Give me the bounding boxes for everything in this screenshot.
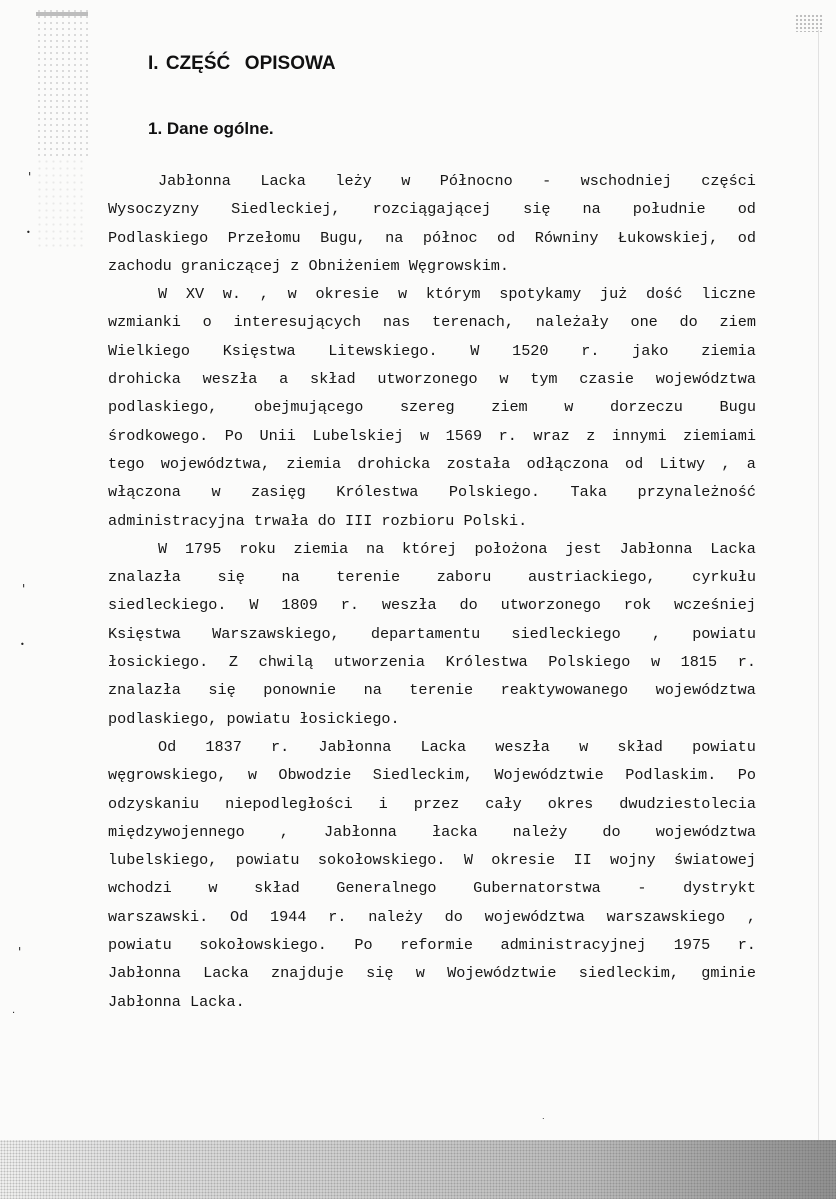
text-line (108, 308, 756, 336)
text-line (108, 167, 756, 195)
word: północ (422, 228, 478, 247)
word: gminie (701, 964, 756, 983)
text-line (108, 365, 756, 393)
word: dystrykt (683, 879, 756, 898)
word: okresie (491, 851, 556, 870)
word: Taka (570, 483, 607, 502)
word: - (637, 879, 647, 898)
word: W (463, 851, 473, 870)
scan-speck: • (26, 228, 31, 237)
word: Jabłonna (324, 822, 397, 841)
word: Jabłonna (318, 737, 392, 756)
text-line (108, 874, 756, 902)
word: Siedleckiej, (231, 200, 341, 219)
word: powiatu (108, 936, 172, 955)
word: Lacka (260, 172, 306, 190)
word: węgrowskiego, (108, 766, 227, 785)
word: do (444, 907, 463, 926)
word: terenach, (432, 313, 515, 332)
word: w (287, 285, 297, 304)
word: Od (158, 737, 177, 756)
text-line (108, 818, 756, 846)
word: graniczącej (180, 256, 282, 275)
word: ziem (719, 313, 756, 332)
word: Siedleckim, (372, 766, 474, 785)
text-line (108, 280, 756, 308)
word: Obniżeniem (308, 256, 400, 275)
word: do (317, 511, 336, 530)
word: - (542, 172, 552, 190)
word: ziem (491, 398, 528, 417)
word: utworzonego (500, 596, 601, 615)
word: należy (368, 907, 423, 926)
word: Z (228, 653, 238, 672)
word: w (415, 964, 425, 983)
word: Jabłonna (619, 539, 693, 558)
word: 1944 (270, 907, 307, 926)
text-line (108, 224, 756, 252)
word: 1975 (673, 936, 711, 955)
word: wzmianki (108, 313, 181, 332)
word: Polski. (463, 511, 528, 530)
word: na (385, 228, 404, 247)
word: rok (623, 596, 652, 615)
word: już (599, 285, 628, 304)
scan-speck: . (12, 1005, 16, 1016)
word: na (363, 681, 382, 700)
word: środkowego. (108, 426, 209, 445)
word: województwa (655, 370, 756, 389)
word: r. (581, 341, 600, 360)
word: 1795 (184, 539, 222, 558)
word: w (650, 653, 661, 672)
scan-edge-line (818, 30, 819, 1150)
word: cały (485, 794, 522, 813)
text-line (108, 761, 756, 789)
word: w (564, 398, 574, 417)
word: Lacka (203, 964, 249, 983)
word: , (721, 454, 731, 473)
word: wojny (610, 851, 656, 870)
word: Lubelskiej (312, 426, 404, 445)
text-line (108, 478, 756, 506)
word: utworzonego (377, 370, 478, 389)
word: Równiny (534, 228, 599, 247)
word: do (459, 596, 478, 615)
word: Po (354, 936, 373, 955)
word: leży (335, 172, 372, 190)
word: południe (632, 200, 706, 219)
text-line (108, 337, 756, 365)
word: , (259, 285, 269, 304)
word: weszła (381, 596, 437, 615)
word: departamentu (370, 624, 481, 643)
word: II (573, 851, 592, 870)
word: została (446, 454, 511, 473)
word: 1815 (680, 653, 718, 672)
word: powiatu (235, 851, 300, 870)
text-line (108, 846, 756, 874)
word: podlaskiego, (108, 709, 218, 728)
word: jako (632, 341, 669, 360)
word: dość (646, 285, 683, 304)
word: zachodu (108, 256, 172, 275)
word: 1520 (512, 341, 549, 360)
word: dwudziestolecia (619, 794, 756, 813)
word: r. (271, 737, 290, 756)
word: warszawskiego (606, 907, 726, 926)
word: okres (547, 794, 594, 813)
word: Generalnego (336, 879, 437, 898)
word: Warszawskiego, (212, 624, 340, 643)
word: drohicka (357, 454, 431, 473)
word: Łukowskiej, (618, 228, 719, 247)
word: Lacka (420, 737, 467, 756)
word: znalazła (108, 681, 181, 700)
word: Lacka. (190, 992, 245, 1011)
word: na (366, 539, 385, 558)
word: lubelskiego, (108, 851, 218, 870)
word: w (247, 766, 258, 785)
word: Województwie (447, 964, 557, 983)
word: którym (425, 285, 481, 304)
word: W (249, 596, 259, 615)
word: a (279, 370, 289, 389)
word: w (499, 370, 509, 389)
word: zasięg (251, 483, 306, 502)
word: skład (309, 370, 356, 389)
text-line (108, 676, 756, 704)
word: Gubernatorstwa (473, 879, 601, 898)
text-line (108, 195, 756, 223)
word: znalazła (108, 568, 181, 587)
word: od (737, 200, 756, 219)
word: Polskiego (548, 653, 631, 672)
word: Księstwa (108, 624, 181, 643)
word: W (158, 285, 168, 304)
word: powiatu (692, 624, 756, 643)
word: od (497, 228, 516, 247)
word: ponownie (263, 681, 337, 700)
word: o (202, 313, 212, 332)
word: czasie (579, 370, 634, 389)
word: do (679, 313, 698, 332)
word: łosickiego. (108, 653, 209, 672)
text-line (108, 931, 756, 959)
word: drohicka (108, 370, 181, 389)
word: terenie (409, 681, 474, 700)
word: od (737, 228, 756, 247)
text-line (108, 790, 756, 818)
text-line (108, 535, 756, 563)
word: i (378, 794, 388, 813)
word: austriackiego, (527, 568, 656, 587)
word: Podlaskim. (625, 766, 717, 785)
word: W (470, 341, 480, 360)
word: ziemia (286, 454, 342, 473)
word: na (582, 200, 601, 219)
word: należy (512, 822, 568, 841)
scan-speck: ' (22, 582, 26, 596)
word: położona (474, 539, 548, 558)
text-line (108, 988, 756, 1016)
word: powiatu (226, 709, 291, 728)
word: w (401, 172, 411, 190)
word: trwała (253, 511, 309, 530)
word: przynależność (637, 483, 756, 502)
word: skład (254, 879, 300, 898)
scan-bottom-shadow (0, 1140, 836, 1199)
word: dorzeczu (610, 398, 683, 417)
word: sokołowskiego. (317, 851, 446, 870)
word: Bugu (719, 398, 756, 417)
scan-noise-strip (36, 158, 86, 248)
word: zaboru (436, 568, 492, 587)
word: województwa (655, 681, 756, 700)
scan-speck: ' (28, 170, 32, 184)
word: Wielkiego (108, 341, 191, 360)
word: ziemia (701, 341, 756, 360)
word: 1837 (205, 737, 242, 756)
word: w (208, 879, 218, 898)
scan-noise-strip (36, 8, 88, 158)
word: Podlaskiego (108, 228, 209, 247)
word: weszła (495, 737, 550, 756)
word: r. (498, 426, 517, 445)
text-line (108, 733, 756, 761)
word: powiatu (692, 737, 756, 756)
word: odłączona (526, 454, 609, 473)
word: spotykamy (499, 285, 582, 304)
word: na (281, 568, 300, 587)
word: liczne (701, 285, 756, 304)
word: interesujących (233, 313, 362, 332)
word: skład (617, 737, 663, 756)
word: nas (382, 313, 411, 332)
word: r. (340, 596, 359, 615)
word: roku (239, 539, 276, 558)
word: administracyjnej (500, 936, 647, 955)
word: siedleckiego (511, 624, 621, 643)
text-line (108, 591, 756, 619)
word: siedleckiego. (108, 596, 227, 615)
word: Węgrowskim. (408, 256, 510, 275)
word: się (366, 964, 394, 983)
word: Północno (439, 172, 513, 190)
text-line (108, 393, 756, 421)
word: niepodległości (225, 794, 353, 813)
word: światowej (673, 851, 756, 870)
word: tym (530, 370, 558, 389)
word: Przełomu (227, 228, 301, 247)
word: obejmującego (253, 398, 364, 417)
word: one (630, 313, 658, 332)
word: Jabłonna (108, 992, 181, 1011)
word: Księstwa (222, 341, 296, 360)
word: administracyjna (108, 511, 245, 530)
word: Lacka (710, 539, 756, 558)
word: reformie (400, 936, 473, 955)
word: W (158, 539, 168, 558)
word: włączona (108, 483, 181, 502)
word: części (701, 172, 756, 190)
word: 1809 (281, 596, 318, 615)
text-line (108, 563, 756, 591)
word: się (523, 200, 551, 219)
word: r. (328, 907, 347, 926)
word: Jabłonna (158, 172, 231, 190)
word: a (746, 454, 756, 473)
word: do (602, 822, 621, 841)
word: w. (222, 285, 242, 304)
word: Jabłonna (108, 964, 181, 983)
word: z (290, 256, 300, 275)
word: należały (535, 313, 609, 332)
body-text (108, 167, 756, 1016)
word: cyrkułu (692, 568, 756, 587)
text-line (108, 507, 756, 535)
word: Królestwa (445, 653, 528, 672)
word: chwilą (258, 653, 314, 672)
word: , (279, 822, 289, 841)
word: łosickiego. (299, 709, 400, 728)
scan-speck: • (20, 640, 25, 649)
word: której (402, 539, 457, 558)
word: województwa, (160, 454, 271, 473)
word: reaktywowanego (500, 681, 629, 700)
word: znajduje (271, 964, 344, 983)
word: wschodniej (580, 172, 672, 190)
word: , (651, 624, 662, 643)
word: Wysoczyzny (108, 200, 200, 219)
word: Bugu, (320, 228, 366, 247)
word: przez (413, 794, 460, 813)
word: XV (185, 285, 205, 304)
word: województwa (484, 907, 585, 926)
word: wraz (533, 426, 570, 445)
word: w (420, 426, 430, 445)
word: w (579, 737, 589, 756)
word: wchodzi (108, 879, 172, 898)
scan-speck: ' (18, 945, 22, 959)
text-line (108, 648, 756, 676)
word: Królestwa (336, 483, 419, 502)
word: się (217, 568, 245, 587)
word: rozciągającej (372, 200, 492, 219)
word: się (208, 681, 236, 700)
word: r. (737, 936, 756, 955)
word: jest (565, 539, 602, 558)
text-line (108, 705, 756, 733)
word: Litwy (659, 454, 706, 473)
word: III (344, 511, 373, 530)
word: szereg (399, 398, 455, 417)
word: województwa (655, 822, 756, 841)
word: Po (224, 426, 243, 445)
word: tego (108, 454, 145, 473)
word: okresie (315, 285, 380, 304)
word: Województwie (494, 766, 604, 785)
word: podlaskiego, (108, 398, 218, 417)
word: wcześniej (673, 596, 756, 615)
word: 1569 (445, 426, 483, 445)
scan-speck: . (542, 1112, 545, 1121)
text-line (108, 422, 756, 450)
word: Po (737, 766, 756, 785)
word: od (624, 454, 644, 473)
word: z (586, 426, 596, 445)
word: Polskiego. (448, 483, 540, 502)
word: siedleckim, (578, 964, 680, 983)
word: Litewskiego. (328, 341, 438, 360)
word: sokołowskiego. (199, 936, 327, 955)
word: terenie (336, 568, 401, 587)
word: Obwodzie (278, 766, 352, 785)
text-line (108, 620, 756, 648)
word: w (211, 483, 221, 502)
word: , (746, 907, 756, 926)
word: warszawski. (108, 907, 209, 926)
page-title: I. CZĘŚĆ OPISOWA (148, 53, 336, 74)
text-line (108, 959, 756, 987)
word: innymi (611, 426, 667, 445)
word: weszła (202, 370, 258, 389)
word: odzyskaniu (108, 794, 200, 813)
word: międzywojennego (108, 822, 245, 841)
text-line (108, 252, 756, 280)
word: rozbioru (381, 511, 455, 530)
word: ziemia (293, 539, 349, 558)
section-heading: 1. Dane ogólne. (148, 119, 274, 138)
word: utworzenia (333, 653, 426, 672)
word: łacka (432, 822, 478, 841)
word: w (397, 285, 408, 304)
text-line (108, 450, 756, 478)
word: ziemiami (683, 426, 756, 445)
word: Unii (259, 426, 296, 445)
word: Od (230, 907, 249, 926)
text-line (108, 903, 756, 931)
word: r. (737, 653, 756, 672)
